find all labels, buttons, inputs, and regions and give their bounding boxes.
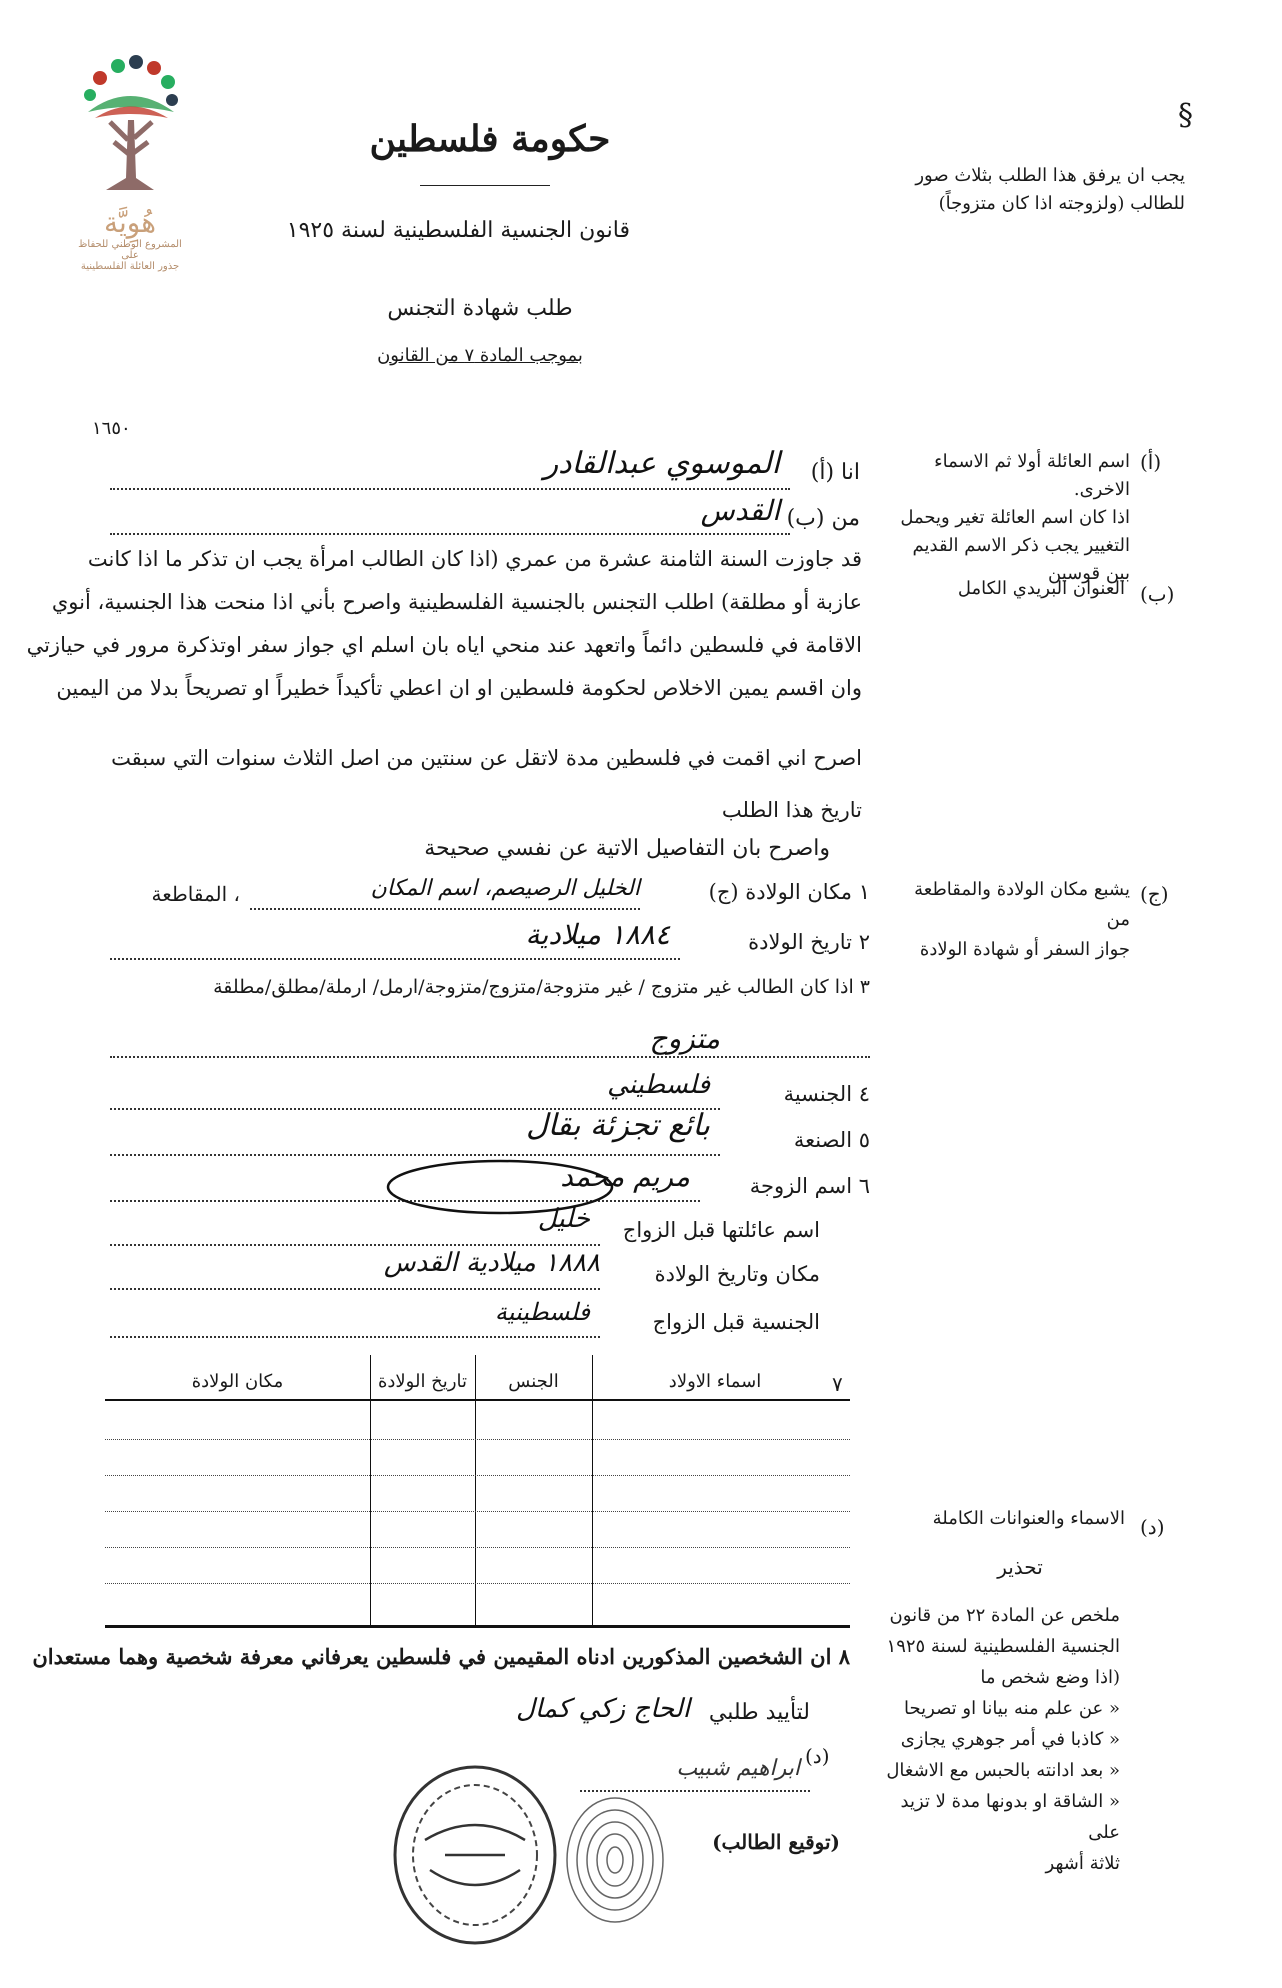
organization-logo xyxy=(70,50,190,280)
birthdate-value: ١٨٨٤ ميلادية xyxy=(525,918,670,951)
district-label: ، المقاطعة xyxy=(151,882,240,906)
note-a: اسم العائلة أولا ثم الاسماء الاخرى. اذا كان اسم العائلة تغير ويحمل التغيير يجب ذكر الاسم القديم بين قوسين xyxy=(900,451,1130,584)
wife-nationality-value: فلسطينية xyxy=(494,1298,590,1326)
occupation-label: ٥ الصنعة xyxy=(793,1128,870,1152)
note-b: العنوان البريدي الكامل xyxy=(957,578,1125,599)
note-d-label: (د) xyxy=(1140,1515,1165,1539)
warning-text: ملخص عن المادة ٢٢ من قانون الجنسية الفلسطينية لسنة ١٩٢٥ (اذا وضع شخص ما « عن علم منه بيانا او تصريحا « كاذبا في أمر جوهري يجازى « بعد ادانته بالحبس مع الاشغال « الشاقة او بدونها مدة لا تزيد على ثلاثة أشهر xyxy=(886,1605,1120,1874)
marital-status-line xyxy=(110,1056,870,1058)
note-c: يشبع مكان الولادة والمقاطعة من جواز السفر أو شهادة الولادة xyxy=(914,879,1130,960)
table-row xyxy=(105,1439,850,1440)
nationality-label: ٤ الجنسية xyxy=(783,1082,870,1106)
applicant-signature-label: (توقيع الطالب) xyxy=(712,1830,840,1854)
children-header-names: اسماء الاولاد xyxy=(668,1371,762,1392)
birthplace-label: ١ مكان الولادة (ج) xyxy=(708,880,870,904)
wife-name-label: ٦ اسم الزوجة xyxy=(749,1174,870,1198)
address-line xyxy=(110,533,790,535)
logo-tagline-1: المشروع الوطني للحفاظ على xyxy=(78,239,182,261)
table-row xyxy=(105,1475,850,1476)
logo-brand: هُوِيَّة xyxy=(103,206,157,239)
maiden-name-value: خليل xyxy=(537,1204,590,1234)
wife-birth-label: مكان وتاريخ الولادة xyxy=(654,1262,820,1286)
note-c-label: (ج) xyxy=(1140,882,1169,906)
note-b-label: (ب) xyxy=(1140,582,1175,606)
witness-signature-2: ابراهيم شبيب xyxy=(676,1756,800,1781)
children-header-sex: الجنس xyxy=(508,1371,559,1392)
corner-mark: § xyxy=(1178,98,1193,133)
applicant-name-handwritten: الموسوي عبدالقادر xyxy=(543,446,780,481)
table-row xyxy=(105,1583,850,1584)
wife-nationality-label: الجنسية قبل الزواج xyxy=(652,1310,820,1334)
note-a-label: (أ) xyxy=(1140,450,1162,474)
photo-requirement-note: يجب ان يرفق هذا الطلب بثلاث صور للطالب (ولزوجته اذا كان متزوجاً) xyxy=(915,165,1185,214)
reference-number: ١٦٥٠ xyxy=(92,418,131,439)
declaration-paragraph: قد جاوزت السنة الثامنة عشرة من عمري (اذا كان الطالب امرأة يجب ان تذكر ما اذا كانت عازبة أو مطلقة) اطلب التجنس بالجنسية الفلسطينية واصرح بأني اذا منحت هذا الجنسية، أنوي الاقامة في فلسطين دائماً واتعهد عند منحي اياه بان اسلم اي جواز سفر اوتذكرة مرور في حيازتي وان اقسم يمين الاخلاص لحكومة فلسطين او ان اعطي تأكيداً خطيراً او تصريحاً بدلا من اليمين xyxy=(26,547,862,700)
children-table xyxy=(105,1355,850,1630)
form-title: طلب شهادة التجنس xyxy=(387,296,573,321)
warning-title: تحذير xyxy=(997,1555,1043,1579)
birthdate-line xyxy=(110,958,680,960)
wife-birth-line xyxy=(110,1288,600,1290)
note-d: الاسماء والعنوانات الكاملة xyxy=(932,1508,1125,1529)
children-header-birthplace: مكان الولادة xyxy=(191,1371,284,1392)
nationality-value: فلسطيني xyxy=(607,1070,710,1100)
maiden-name-label: اسم عائلتها قبل الزواج xyxy=(622,1218,820,1242)
family-tree-logo-icon xyxy=(70,50,190,200)
address-line-label: من (ب) xyxy=(786,506,860,531)
maiden-name-line xyxy=(110,1244,600,1246)
fingerprint-mark xyxy=(560,1790,670,1930)
children-table-number: ٧ xyxy=(832,1372,843,1396)
details-intro: واصرح بان التفاصيل الاتية عن نفسي صحيحة xyxy=(424,836,830,861)
article-reference: بموجب المادة ٧ من القانون xyxy=(377,345,583,366)
children-header-birthdate: تاريخ الولادة xyxy=(377,1371,468,1392)
wife-nationality-line xyxy=(110,1336,600,1338)
title-rule xyxy=(420,185,550,186)
name-line xyxy=(110,488,790,490)
occupation-value: بائع تجزئة بقال xyxy=(525,1108,710,1143)
table-row xyxy=(105,1547,850,1548)
witness-signature-1: الحاج زكي كمال xyxy=(516,1694,690,1724)
wife-birth-value: ١٨٨٨ ميلادية القدس xyxy=(383,1248,600,1278)
official-seal-stamp xyxy=(385,1760,565,1950)
residence-statement: اصرح اني اقمت في فلسطين مدة لاتقل عن سنتين من اصل الثلاث سنوات التي سبقت تاريخ هذا الطلب xyxy=(111,746,862,822)
witnesses-statement: ٨ ان الشخصين المذكورين ادناه المقيمين في فلسطين يعرفاني معرفة شخصية وهما مستعدان xyxy=(32,1644,850,1669)
birthplace-value: الخليل الرصيصم، اسم المكان xyxy=(370,876,640,901)
applicant-address-handwritten: القدس xyxy=(700,494,780,527)
law-title: قانون الجنسية الفلسطينية لسنة ١٩٢٥ xyxy=(286,218,630,243)
table-row xyxy=(105,1511,850,1512)
support-label: لتأييد طلبي xyxy=(708,1700,810,1725)
government-title: حكومة فلسطين xyxy=(369,118,611,160)
name-line-label: انا (أ) xyxy=(810,460,860,485)
wife-name-value: مريم محمد xyxy=(560,1160,690,1193)
marital-status-label: ٣ اذا كان الطالب غير متزوج / غير متزوجة/متزوج/متزوجة/ارمل/ ارملة/مطلق/مطلقة xyxy=(213,976,870,998)
d-reference: (د) xyxy=(805,1744,830,1768)
birthdate-label: ٢ تاريخ الولادة xyxy=(748,930,870,954)
birthplace-line xyxy=(250,908,640,910)
marital-status-value: متزوج xyxy=(649,1022,720,1055)
logo-tagline-2: جذور العائلة الفلسطينية xyxy=(80,261,180,272)
